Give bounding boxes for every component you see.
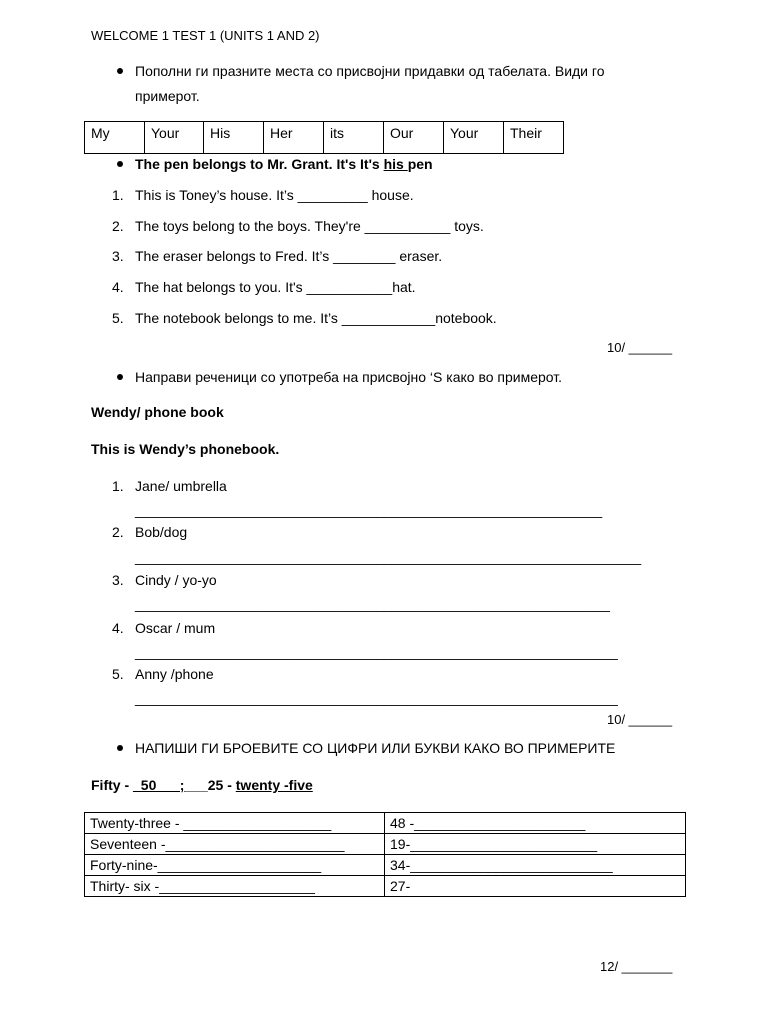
exercise-item: The toys belong to the boys. They're ___________ toys. xyxy=(135,218,484,234)
pronoun-cell: its xyxy=(324,122,384,154)
exercise-item: The eraser belongs to Fred. It’s ________ eraser. xyxy=(135,248,443,264)
item-number: 1. xyxy=(112,187,124,203)
pronoun-cell: Their xyxy=(504,122,564,154)
bullet xyxy=(117,68,123,74)
example-mid: 25 - xyxy=(207,777,236,793)
table-row xyxy=(85,834,686,855)
exercise-item: The notebook belongs to me. It’s ____________notebook. xyxy=(135,310,497,326)
table-row xyxy=(85,876,686,897)
bullet xyxy=(117,161,123,167)
item-number: 1. xyxy=(112,478,124,494)
exercise-item: Anny /phone xyxy=(135,666,214,682)
bullet xyxy=(117,745,123,751)
exercise-item: This is Toney’s house. It’s _________ house. xyxy=(135,187,414,203)
table-cell: Seventeen -_______________________ xyxy=(85,834,385,855)
table-cell: Forty-nine-_____________________ xyxy=(85,855,385,876)
pronoun-cell: Our xyxy=(384,122,444,154)
table-cell: Twenty-three - ___________________ xyxy=(85,813,385,834)
exercise-item: Jane/ umbrella xyxy=(135,478,227,494)
exercise-item: The hat belongs to you. It's ___________hat. xyxy=(135,279,416,295)
section3-instruction: НАПИШИ ГИ БРОЕВИТЕ СО ЦИФРИ ИЛИ БУКВИ КАКО ВО ПРИМЕРИТЕ xyxy=(135,740,616,756)
section2-score: 10/ ______ xyxy=(607,712,673,727)
table-cell: Thirty- six -____________________ xyxy=(85,876,385,897)
example-gap: ___ xyxy=(184,777,208,793)
answer-line: ______________________________________________________________ xyxy=(135,690,618,706)
item-number: 4. xyxy=(112,279,124,295)
exercise-item: Oscar / mum xyxy=(135,620,216,636)
exercise-item: Bob/dog xyxy=(135,524,188,540)
numbers-table xyxy=(84,812,686,897)
answer-line: ____________________________________________________________ xyxy=(135,502,603,518)
example-number: _50___; xyxy=(133,777,185,793)
pronoun-table xyxy=(84,121,564,154)
section1-example xyxy=(135,156,433,172)
pronoun-cell: His xyxy=(204,122,264,154)
item-number: 3. xyxy=(112,572,124,588)
item-number: 2. xyxy=(112,218,124,234)
section2-instruction: Направи реченици со употреба на присвојно ‘S како во примерот. xyxy=(135,369,563,385)
exercise-item: Cindy / yo-yo xyxy=(135,572,217,588)
page-title: WELCOME 1 TEST 1 (UNITS 1 AND 2) xyxy=(91,28,320,43)
table-cell: 27- xyxy=(385,876,686,897)
section2-example-prompt: Wendy/ phone book xyxy=(91,404,224,420)
item-number: 5. xyxy=(112,310,124,326)
item-number: 5. xyxy=(112,666,124,682)
section1-instruction: Пополни ги празните места со присвојни придавки од табелата. Види го xyxy=(135,63,605,79)
pronoun-cell: Her xyxy=(264,122,324,154)
example-word: twenty -five xyxy=(235,777,313,793)
example-answer: his xyxy=(383,156,408,172)
item-number: 3. xyxy=(112,248,124,264)
table-row xyxy=(85,855,686,876)
example-text: The pen belongs to Mr. Grant. It's It's xyxy=(135,156,384,172)
bullet xyxy=(117,374,123,380)
section3-score: 12/ _______ xyxy=(600,959,673,974)
item-number: 2. xyxy=(112,524,124,540)
table-cell: 19-________________________ xyxy=(385,834,686,855)
section1-instruction-cont: примерот. xyxy=(135,88,200,104)
item-number: 4. xyxy=(112,620,124,636)
section3-example xyxy=(91,777,313,793)
answer-line: _____________________________________________________________ xyxy=(135,596,610,612)
section1-score: 10/ ______ xyxy=(607,340,673,355)
table-cell: 48 -______________________ xyxy=(385,813,686,834)
table-row xyxy=(85,813,686,834)
answer-line: ______________________________________________________________ xyxy=(135,644,618,660)
example-prefix: Fifty - xyxy=(91,777,133,793)
example-text-end: pen xyxy=(407,156,433,172)
pronoun-cell: My xyxy=(85,122,145,154)
table-cell: 34-__________________________ xyxy=(385,855,686,876)
answer-line: _________________________________________________________________ xyxy=(135,549,642,565)
section2-example-answer: This is Wendy’s phonebook. xyxy=(91,441,280,457)
pronoun-cell: Your xyxy=(145,122,204,154)
pronoun-cell: Your xyxy=(444,122,504,154)
